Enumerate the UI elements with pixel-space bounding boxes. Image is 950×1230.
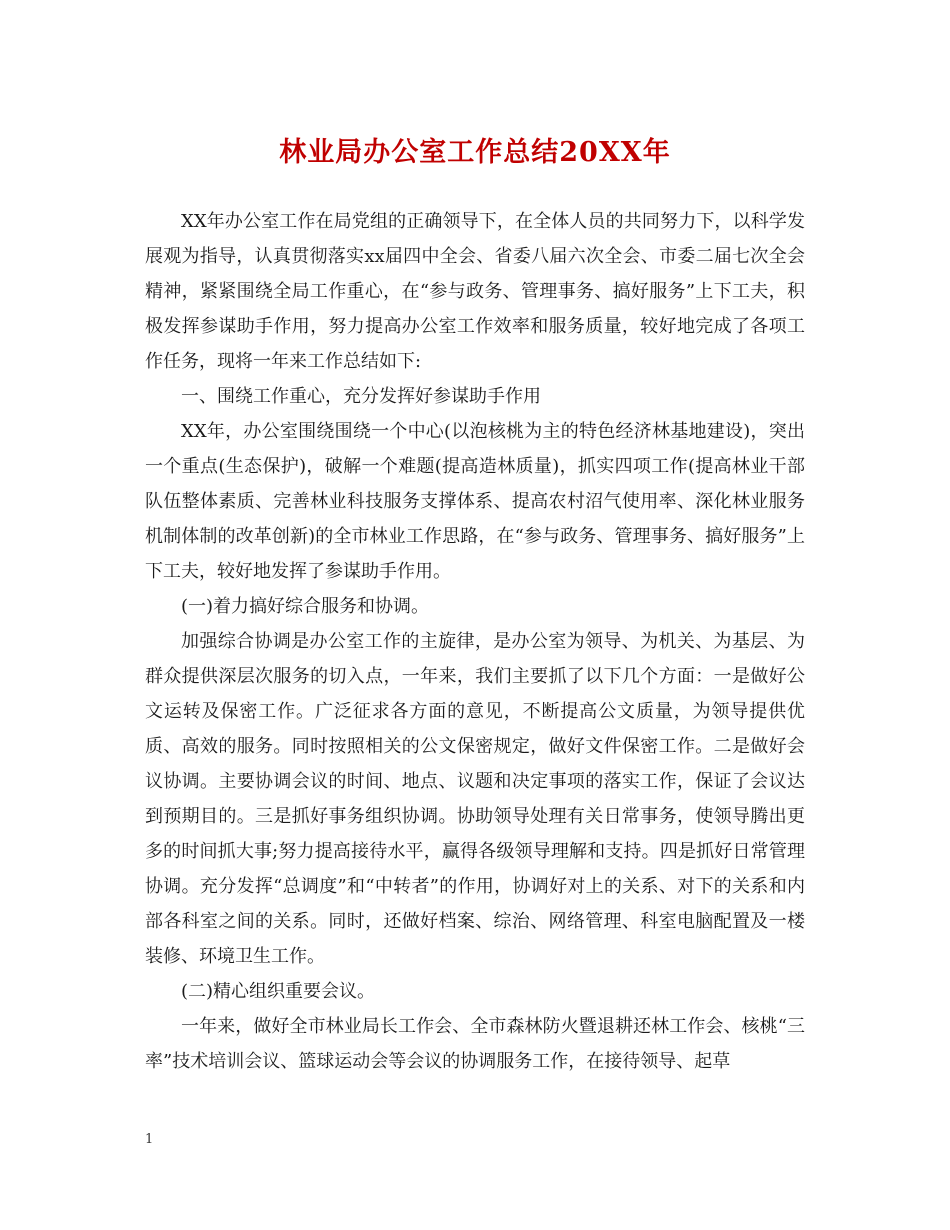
heading-section-1: 一、围绕工作重心，充分发挥好参谋助手作用	[181, 386, 541, 407]
document-title: 林业局办公室工作总结20XX年	[279, 137, 671, 168]
subheading-1: (一)着力搞好综合服务和协调。	[181, 596, 430, 617]
document-body	[145, 204, 805, 1079]
paragraph-coordination: 加强综合协调是办公室工作的主旋律，是办公室为领导、为机关、为基层、为群众提供深层次服务的切入点，一年来，我们主要抓了以下几个方面：一是做好公文运转及保密工作。广泛征求各方面的意见，不断提高公文质量，为领导提供优质、高效的服务。同时按照相关的公文保密规定，做好文件保密工作。二是做好会议协调。主要协调会议的时间、地点、议题和决定事项的落实工作，保证了会议达到预期目的。三是抓好事务组织协调。协助领导处理有关日常事务，使领导腾出更多的时间抓大事;努力提高接待水平，赢得各级领导理解和支持。四是抓好日常管理协调。充分发挥“总调度”和“中转者”的作用，协调好对上的关系、对下的关系和内部各科室之间的关系。同时，还做好档案、综治、网络管理、科室电脑配置及一楼装修、环境卫生工作。	[145, 631, 805, 967]
paragraph-intro: XX年办公室工作在局党组的正确领导下，在全体人员的共同努力下，以科学发展观为指导，认真贯彻落实xx届四中全会、省委八届六次全会、市委二届七次全会精神，紧紧围绕全局工作重心，在“参与政务、管理事务、搞好服务”上下工夫，积极发挥参谋助手作用，努力提高办公室工作效率和服务质量，较好地完成了各项工作任务，现将一年来工作总结如下:	[145, 211, 805, 372]
paragraph-meetings: 一年来，做好全市林业局长工作会、全市森林防火暨退耕还林工作会、核桃“三率”技术培训会议、篮球运动会等会议的协调服务工作，在接待领导、起草	[145, 1016, 805, 1072]
subheading-2: (二)精心组织重要会议。	[181, 981, 376, 1002]
paragraph-section-1: XX年，办公室围绕围绕一个中心(以泡核桃为主的特色经济林基地建设)，突出一个重点(生态保护)，破解一个难题(提高造林质量)，抓实四项工作(提高林业干部队伍整体素质、完善林业科技服务支撑体系、提高农村沼气使用率、深化林业服务机制体制的改革创新)的全市林业工作思路，在“参与政务、管理事务、搞好服务”上下工夫，较好地发挥了参谋助手作用。	[145, 421, 805, 582]
page-number: 1	[145, 1132, 154, 1147]
